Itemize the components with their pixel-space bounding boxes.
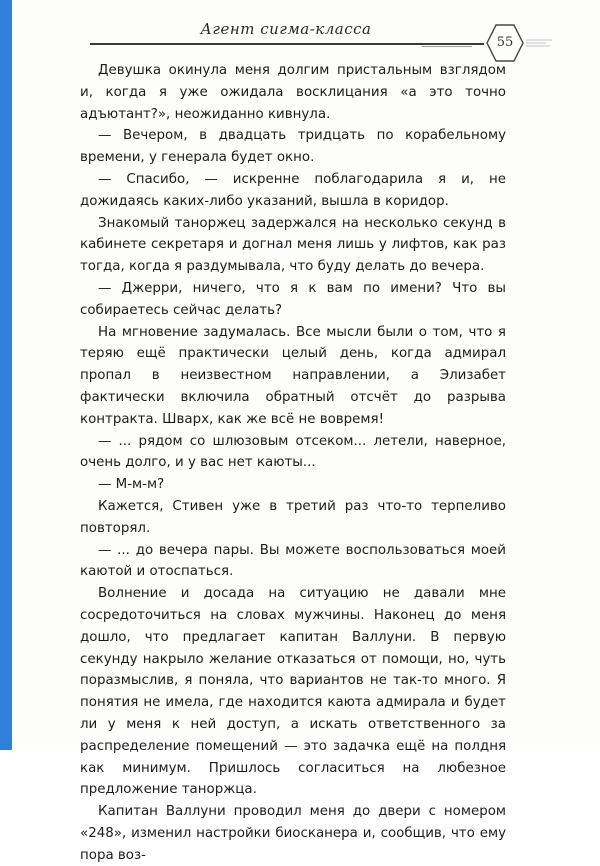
header-rule: [90, 43, 484, 45]
paragraph: Девушка окинула меня долгим пристальным взглядом и, когда я уже ожидала восклицания «а это точно адъютант?», неожиданно кивнула.: [80, 63, 506, 122]
running-header-title: Агент сигма-класса: [200, 20, 372, 38]
paragraph: — ... рядом со шлюзовым отсеком... летели, наверное, очень долго, и у вас нет каюты...: [80, 433, 506, 471]
body-text: [80, 60, 506, 866]
paragraph: — Вечером, в двадцать тридцать по корабельному времени, у генерала будет окно.: [80, 128, 506, 166]
paragraph: — ... до вечера пары. Вы можете воспользоваться моей каютой и отоспаться.: [80, 542, 506, 580]
paragraph: Кажется, Стивен уже в третий раз что-то терпеливо повторял.: [80, 498, 506, 536]
paragraph: Волнение и досада на ситуацию не давали мне сосредоточиться на словах мужчины. Наконец до меня дошло, что предлагает капитан Валлуни. В первую секунду накрыло желание отказаться от помощи, но, чуть поразмыслив, я поняла, что вариантов не так-то много. Я понятия не имела, где находится каюта адмирала и будет ли у меня к ней доступ, а искать ответственного за распределение помещений — это задачка ещё на полдня как минимум. Пришлось согласиться на любезное предложение таноржца.: [80, 586, 506, 798]
paragraph: — Спасибо, — искренне поблагодарила я и, не дожидаясь каких-либо указаний, вышла в коридор.: [80, 171, 506, 209]
paragraph: Капитан Валлуни проводил меня до двери с номером «248», изменил настройки биосканера и, сообщив, что ему пора воз-: [80, 804, 506, 863]
header-ornament-icon: [526, 38, 552, 48]
book-page: [12, 0, 600, 863]
page-number-badge: [485, 23, 525, 63]
book-edge: [0, 0, 12, 750]
header-rule-accent: [422, 46, 472, 47]
paragraph: — М-м-м?: [98, 477, 165, 493]
paragraph: На мгновение задумалась. Все мысли были о том, что я теряю ещё практически целый день, когда адмирал пропал в неизвестном направлении, а Элизабет фактически включила обратный отсчёт до разрыва контракта. Шварх, как же всё не вовремя!: [80, 324, 506, 427]
paragraph: — Джерри, ничего, что я к вам по имени? Что вы собираетесь сейчас делать?: [80, 280, 506, 318]
paragraph: Знакомый таноржец задержался на несколько секунд в кабинете секретаря и догнал меня лишь у лифтов, как раз тогда, когда я раздумывала, что буду делать до вечера.: [80, 215, 506, 275]
page-number: 55: [496, 35, 514, 50]
